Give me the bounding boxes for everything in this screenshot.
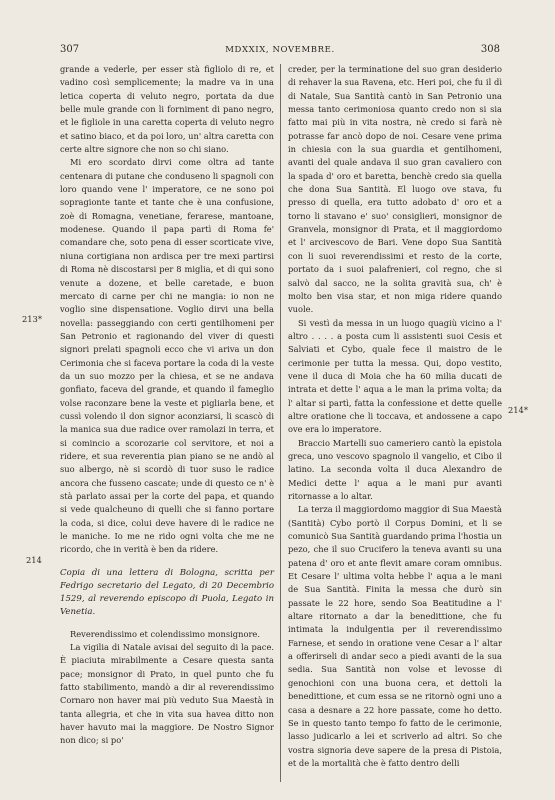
- left-salutation: Reverendissimo et colendissimo monsignore.: [70, 628, 260, 639]
- right-paragraph-3: Braccio Martelli suo cameriero cantò la epistola greca, uno vescovo spagnolo il vangelio, et Cibo il latino. La seconda volta il duca Alexandro de Medici dette l' aqua a le mani pur avanti ritornasse a lo altar.: [288, 437, 502, 501]
- margin-note-214-right: 214*: [508, 405, 528, 415]
- margin-note-213: 213*: [22, 314, 42, 324]
- letter-heading: Copia di una lettera di Bologna, scritta per Fedrigo secretario del Legato, di 20 Decembrio 1529, al reverendo episcopo di Puola, Legato in Venetia.: [60, 567, 274, 618]
- page-number-right: 308: [480, 44, 500, 55]
- left-paragraph-2: Mi ero scordato dirvi come oltra ad tante centenara di putane che conduseno li spagnoli con loro quando vene l' imperatore, ce ne sono poi sopragionte tante et tante che è una confusione, zoè di Romagna, venetiane, ferarese, mantoane, modenese. Quando il papa partì di Roma fe' comandare che, soto pena di esser scorticate vive, niuna cortigiana non ardisca per tre mexi partirsi di Roma nè discostarsi per 8 miglia, et di qui sono venute a dozene, et belle caretade, e buon mercato di carne per chi ne mangia: io non ne voglio sine dispensatione. Voglio dirvi una bella novella: passeggiando con certi gentilhomeni per San Petronio et ragionando del viver di questi signori prelati spagnoli ecco che vi ariva un don Cerimonia che si faceva portare la coda di la veste da un suo mozzo per la chiesa, et se ne andava gonfiato, faceva del grande, et quando il fameglio volse raconzare bene la veste et pigliarla bene, et cussì volendo il don signor aconziarsi, li scascò di la manica sua due radice over ramolazi in terra, et si comincio a scorozarie col servitore, et noi a ridere, et sua reverentia pian piano se ne andò al suo albergo, nè si scordò di tuor suso le radice ancora che fusseno cascate; unde di questo ce n' è stà parlato assai per la corte del papa, et quando si vede qualcheuno di quelli che si fanno portare la coda, si dice, colui deve havere di le radice ne le maniche. Io me ne rido ogni volta che me ne ricordo, che in verità è ben da ridere.: [60, 157, 274, 555]
- right-paragraph-2: Si vestì da messa in un luogo quagiù vicino a l' altro . . . . a posta cum li assistenti suoi Cesis et Salviati et Cybo, quale fece il maistro de le cerimonie per tutta la messa. Qui, dopo vestito, vene il duca di Moia che ha 60 milia ducati de intrata et dette l' aqua a le man la prima volta; da l' altar si partì, fatta la confessione et dette quelle altre oratione che li toccava, et andossene a capo ove era lo imperatore.: [288, 317, 502, 435]
- right-paragraph-1: creder, per la terminatione del suo gran desiderio di rehaver la sua Ravena, etc. Heri poi, che fu il dì di Natale, Sua Santità cantò in San Petronio una messa tanto cerimoniosa quanto credo non si sia fatto mai più in vita nostra, nè credo si farà nè potrasse far ancò dopo de noi. Cesare vene prima in chiesia con la sua guardia et gentilhomeni, avanti del quale andava il suo gran cavaliero con la spada d' oro et baretta, benchè credo sia quella che dona Sua Santità. El luogo ove stava, fu presso di quella, era tutto adobato d' oro et a torno li stavano e' suo' consiglieri, monsignor de Granvela, monsignor di Prata, et il maggiordomo et l' arcivescovo de Bari. Vene dopo Sua Santità con li suoi reverendissimi et resto de la corte, portato da i suoi palafrenieri, col regno, che si salvò dal sacco, ne la solita gravità sua, ch' è molto ben visa star, et non miga ridere quando vuole.: [288, 64, 502, 315]
- left-column: [60, 63, 274, 748]
- page-number-left: 307: [60, 44, 80, 55]
- margin-note-214-left: 214: [26, 555, 42, 565]
- left-paragraph-4: La vigilia di Natale avisai del seguito di la pace. È piaciuta mirabilmente a Cesare questa santa pace; monsignor di Prato, in quel punto che fu fatto stabilimento, mandò a dir al reverendissimo Cornaro non haver mai più veduto Sua Maestà in tanta allegria, et che in vita sua havea ditto non haver havuto mai la maggiore. De Nostro Signor non dico; si po': [60, 641, 274, 746]
- right-column: [288, 63, 502, 770]
- left-paragraph-1: grande a vederle, per esser stà figliolo di re, et vadino così semplicemente; la madre va in una letica coperta di veluto negro, portata da due belle mule grande con li forniment di pano negro, et le figliole in una caretta coperta di veluto negro et satino biaco, et da poi loro, un' altra caretta con certe altre signore che non so chi siano.: [60, 64, 274, 155]
- right-paragraph-4: La terza il maggiordomo maggior di Sua Maestà (Santità) Cybo portò il Corpus Domini, et li se comunicò Sua Santità guardando prima l'hostia un pezo, che il suo Crucifero la teneva avanti su una patena d' oro et ante flevit amare coram omnibus. Et Cesare l' ultima volta hebbe l' aqua a le mani de Sua Santità. Finita la messa che durò sin passate le 22 hore, sendo Soa Beatitudine a l' altare ritornato a dar la benedittione, che fu intimata la indulgentia per il reverendissimo Farnese, et sendo in oratione vene Cesar a l' altar a offerirseli di andar seco a piedi avanti de la sua sedia. Sua Santità non volse et levosse di genochioni con una buona cera, et dettoli la benedittione, et cum essa se ne ritornò ogni uno a casa a desnare a 22 hore passate, come ho detto. Se in questo tanto tempo fo fatto de le cerimonie, lasso judicarlo a lei et scriverlo ad altri. So che vostra signoria deve sapere de la presa di Pistoia, et de la mortalità che è fatto dentro delli: [288, 504, 502, 768]
- column-divider: [280, 64, 281, 782]
- running-header: [60, 44, 500, 58]
- running-title: MDXXIX, NOVEMBRE.: [225, 45, 335, 55]
